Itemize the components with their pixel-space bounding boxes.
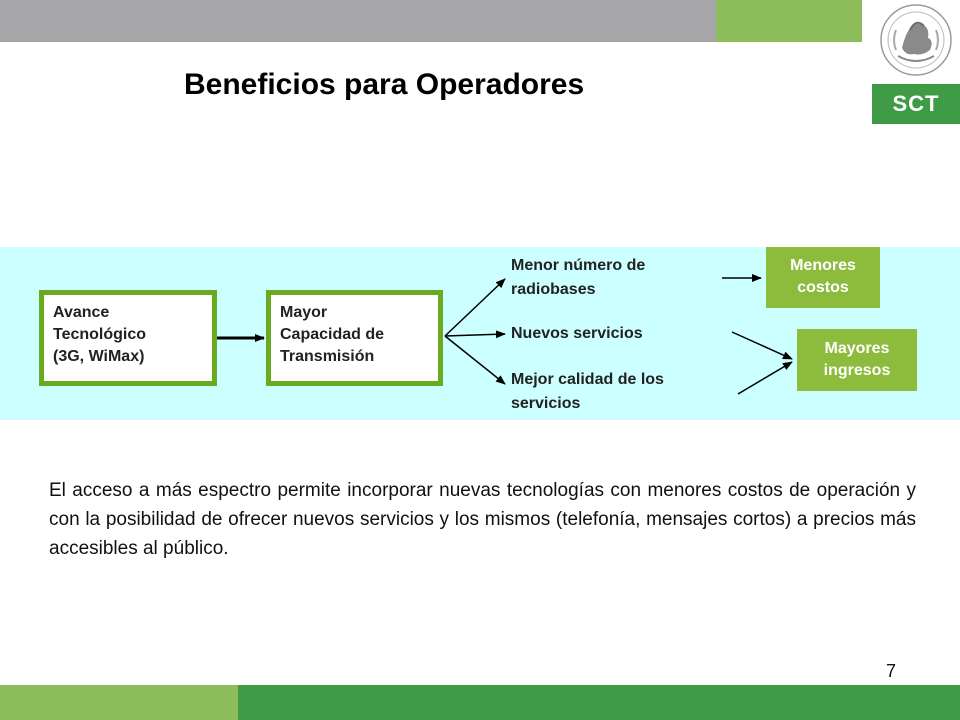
result-line: costos (797, 279, 849, 296)
result-mayores-ingresos (797, 329, 917, 391)
result-line: Menores (790, 257, 856, 274)
outcome-line: radiobases (511, 281, 596, 298)
box-mayor-capacidad (266, 290, 443, 386)
page-title: Beneficios para Operadores (184, 68, 585, 101)
box-b-line: Transmisión (280, 348, 375, 365)
outcome-mejor-calidad (511, 368, 664, 416)
outcome-line: servicios (511, 395, 581, 412)
arrow-nuevos-to-mayores (732, 332, 792, 359)
result-line: Mayores (824, 340, 890, 357)
bottom-bar-dark (238, 685, 960, 720)
box-a-line: Avance (53, 304, 110, 321)
body-paragraph: El acceso a más espectro permite incorporar nuevas tecnologías con menores costos de operación y con la posibilidad de ofrecer nuevos servicios y los mismos (telefonía, mensajes cortos) a precios más accesibles al público. (49, 480, 916, 559)
result-menores-costos (766, 247, 880, 308)
arrow-to-menor-numero (445, 279, 505, 336)
arrow-calidad-to-mayores (738, 362, 792, 394)
bottom-bar-light (0, 685, 238, 720)
outcome-line: Mejor calidad de los (511, 371, 664, 388)
box-avance-tecnologico (39, 290, 217, 386)
outcome-line: Menor número de (511, 257, 646, 274)
arrow-to-nuevos-servicios (445, 334, 505, 336)
box-b-line: Mayor (280, 304, 328, 321)
logo-text: SCT (872, 84, 960, 124)
box-a-line: Tecnológico (53, 326, 147, 343)
outcome-line: Nuevos servicios (511, 325, 643, 342)
page-number: 7 (886, 661, 897, 681)
box-b-line: Capacidad de (280, 326, 385, 343)
box-a-line: (3G, WiMax) (53, 348, 145, 365)
outcome-nuevos-servicios (511, 322, 643, 346)
arrow-to-mejor-calidad (445, 336, 505, 384)
result-line: ingresos (823, 362, 891, 379)
outcome-menor-numero (511, 254, 645, 302)
